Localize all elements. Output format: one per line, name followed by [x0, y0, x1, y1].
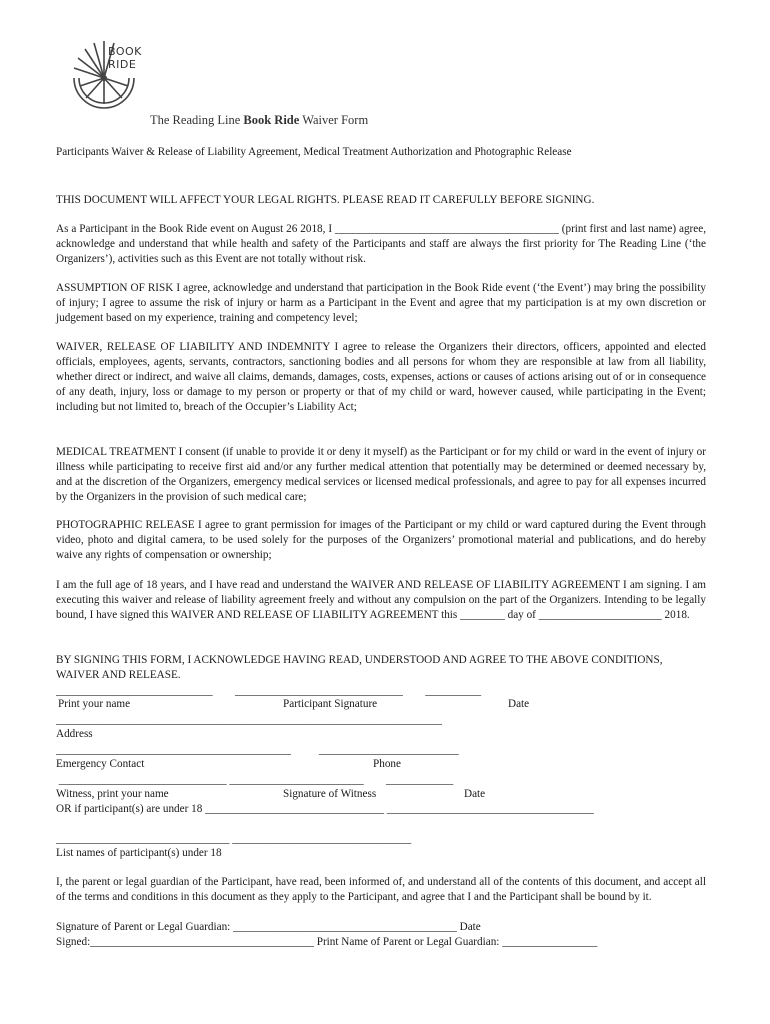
minors-line-2[interactable]: _______________________________ ________________________________: [56, 833, 412, 845]
address-label: Address: [56, 728, 93, 740]
signature-lines-row4[interactable]: ______________________________ ________________________ ____________: [56, 774, 454, 786]
title-prefix: The Reading Line: [150, 113, 244, 127]
witness-signature-label: Signature of Witness: [283, 788, 377, 800]
intro-paragraph: As a Participant in the Book Ride event on August 26 2018, I ________________________________________ (print first and last name) agree, acknowledge and understand that while health and safety of the Participants and staff are always the first priority for The Reading Line (‘the Organizers’), activities such as this Event are not totally without risk.: [56, 223, 706, 265]
legal-notice: THIS DOCUMENT WILL AFFECT YOUR LEGAL RIGHTS. PLEASE READ IT CAREFULLY BEFORE SIGNING.: [56, 194, 595, 206]
page-title: [150, 112, 368, 128]
book-ride-logo: [70, 38, 150, 118]
minors-label: List names of participant(s) under 18: [56, 847, 222, 859]
print-name-label: Print your name: [58, 698, 131, 710]
signature-lines-row3[interactable]: __________________________________________ _________________________: [56, 744, 459, 756]
signature-lines-row1[interactable]: ____________________________ ______________________________ __________: [56, 685, 482, 697]
waiver-paragraph: WAIVER, RELEASE OF LIABILITY AND INDEMNITY I agree to release the Organizers their directors, officers, appointed and elected officials, employees, agents, servants, contractors, sanctioning bodies and all persons for whom they are responsible at law from all liability, whether direct or indirect, and waive all claims, demands, damages, costs, expenses, actions or causes of actions arising out of or in consequence of any death, injury, loss or damage to my person or property or that of my child or ward, however caused, while participating in the Event; including but not limited to, breach of the Occupier’s Liability Act;: [56, 341, 706, 413]
participant-signature-label: Participant Signature: [283, 698, 378, 710]
guardian-signature-line[interactable]: Signature of Parent or Legal Guardian: ________________________________________ Date: [56, 921, 481, 933]
photographic-release-paragraph: PHOTOGRAPHIC RELEASE I agree to grant permission for images of the Participant or my child or ward captured during the Event through video, photo and digital camera, to be used solely for the purposes of the Organizers’ promotional material and publications, and do hereby waive any rights of compensation or ownership;: [56, 519, 706, 561]
minors-line[interactable]: OR if participant(s) are under 18 ________________________________ _____________________________________: [56, 803, 594, 815]
emergency-contact-label: Emergency Contact: [56, 758, 145, 770]
phone-label: Phone: [373, 758, 401, 770]
guardian-signed-line[interactable]: Signed:________________________________________ Print Name of Parent or Legal Guardian: _________________: [56, 936, 598, 948]
age-confirmation-paragraph: I am the full age of 18 years, and I have read and understand the WAIVER AND RELEASE OF LIABILITY AGREEMENT I am signing. I am executing this waiver and release of liability agreement freely and without any compulsion on the part of the Organizers. Intending to be legally bound, I have signed this WAIVER AND RELEASE OF LIABILITY AGREEMENT this ________ day of ______________________ 2018.: [56, 579, 706, 621]
title-suffix: Waiver Form: [299, 113, 369, 127]
date-label-2: Date: [464, 788, 486, 800]
medical-treatment-paragraph: MEDICAL TREATMENT I consent (if unable to provide it or deny it myself) as the Participant or for my child or ward in the event of injury or illness while participating to receive first aid and/or any further medical attention that potentially may be determined or deemed necessary by, and at the discretion of the Organizers, emergency medical services or licensed medical professionals, and agree to pay for all expenses incurred by the Organizers in the provision of such medical care;: [56, 446, 706, 503]
subtitle: Participants Waiver & Release of Liability Agreement, Medical Treatment Authorization and Photographic Release: [56, 146, 572, 158]
logo-text-book: BOOK: [108, 45, 142, 58]
assumption-of-risk-paragraph: ASSUMPTION OF RISK I agree, acknowledge and understand that participation in the Book Ride event (‘the Event’) may bring the possibility of injury; I agree to assume the risk of injury or harm as a Participant in the Event and agree that my participation is at my own discretion or judgement based on my experience, training and competency level;: [56, 282, 706, 324]
title-bold: Book Ride: [243, 113, 300, 127]
guardian-statement: I, the parent or legal guardian of the Participant, have read, been informed of, and understand all of the contents of this document, and accept all of the terms and conditions in this document as they apply to the Participant, and agree that I and the Participant shall be bound by it.: [56, 876, 706, 903]
address-line[interactable]: _____________________________________________________________________: [56, 714, 442, 726]
logo-text-ride: RIDE: [108, 58, 137, 71]
witness-name-label: Witness, print your name: [56, 788, 169, 800]
date-label-1: Date: [508, 698, 530, 710]
signing-acknowledgement: BY SIGNING THIS FORM, I ACKNOWLEDGE HAVING READ, UNDERSTOOD AND AGREE TO THE ABOVE CONDITIONS, WAIVER AND RELEASE.: [56, 654, 663, 681]
